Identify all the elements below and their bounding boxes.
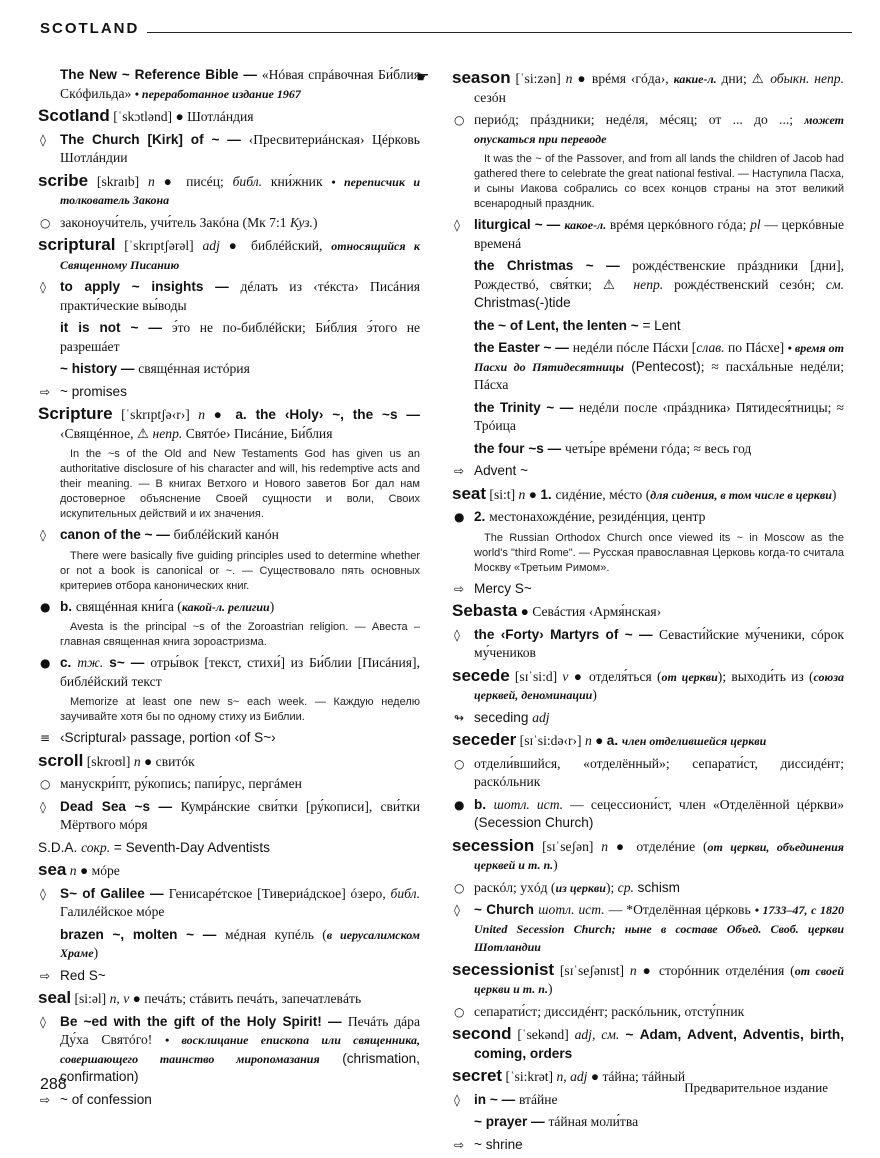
entry-text: слав. [696,340,725,355]
entry-text: [sɪˈsi:də‹r›] [516,733,585,748]
entry-sense [38,654,420,691]
entry-text: четы́ре врéмени гóда; ≈ весь год [565,440,752,456]
entry-sense [452,508,844,527]
entry-sense [38,278,420,315]
sense-marker: ◊ [454,903,460,917]
entry-text: [ˈskrɪptʃərəl] [115,238,203,253]
entry-text: периóд; прáздники; недéля, мéсяц; от ... до ...; [474,112,805,127]
headword: scriptural [38,235,116,254]
entry-text: ● [525,486,541,502]
sense-marker: ◊ [40,1014,46,1029]
entry-text: • переработанное издание 1967 [134,86,301,101]
edition-note: Предварительное издание [684,1080,828,1095]
entry-text: какие-л. [673,72,717,86]
entry-text: schism [633,879,680,895]
entry-text: свящéнная истóрия [138,361,250,376]
entry-text: «Нóвая спрáвочная Би́блия Скóфильда» [60,67,420,101]
entry-text: Avesta is the principal ~s of the Zoroastrian religion. — Авеста – главная священная книга зороастризма. [60,621,420,648]
sense-marker: ○ [40,777,51,791]
entry-text: ‹Scriptural› passage, portion ‹of S~› [60,730,276,745]
entry-sense [38,729,420,748]
sense-marker: ○ [454,113,465,127]
entry-text: библ. [232,173,263,189]
entry-text: Christmas(-)tide [474,295,571,310]
entry-text: n [601,838,609,854]
sense-marker: ● [40,656,51,670]
entry-text: = Seventh-Day Adventists [110,839,270,855]
entry-text: It was the ~ of the Passover, and from all lands the children of Jacob had gathered there to celebrate the great national festival. — Наступила Пасха, и сыны Иакова собрались со всех концов страны на этот великий всенародный праздник. [474,153,844,210]
entry-text: The Russian Orthodox Church once viewed its ~ in Moscow as the world's "third Rome". — Русская православная Церковь когда-то считала Москву «Третьим Римом». [474,531,844,574]
dictionary-entry [452,961,844,999]
entry-text: ) [553,857,558,872]
entry-text: In the ~s of the Old and New Testaments God has given us an authoritative disclosure of his character and will, his redemptive acts and their meaning. — В книгах Ветхого и Нового заветов Бог дал нам достоверное объяснение Своей сущности и воли, Своих искупительных действий и их значения. [60,448,420,520]
entry-text: [skroʊl] [83,753,134,769]
entry-text: ‹Свящéнное, ⚠ [60,425,153,441]
sense-marker: ○ [454,1004,465,1019]
dictionary-entry [38,107,420,127]
entry-sense [452,879,844,898]
entry-text: ‹Пресвитериáнская› Цéрковь Шотлáндии [60,131,420,165]
headword: second [452,1024,512,1043]
entry-text: = Lent [642,317,681,333]
entry-text: ); [605,879,618,895]
headword: season [452,68,511,87]
entry-text: по Пáсхе] [724,340,788,355]
dictionary-entry [38,405,420,443]
entry-text: какое-л. [564,218,607,232]
usage-example [38,695,420,725]
entry-text: The Church [Kirk] of ~ — [60,131,249,147]
headword: seat [452,483,487,503]
entry-text: the Easter ~ — [474,340,573,355]
entry-sense [38,926,420,963]
entry-sense [452,257,844,313]
entry-sense [38,214,420,233]
header-rule [147,32,852,33]
entry-text: Генисарéтское [Тивериáдское] óзеро, [168,885,391,901]
sense-marker: ⇨ [454,1137,465,1152]
headword: Sebasta [452,601,518,620]
entry-text: сепарати́ст; диссидéнт; раскóльник, отсту́пник [474,1003,745,1019]
entry-sense [38,526,420,545]
entry-text: ~ Adam, Advent, Adventis, birth, coming, orders [474,1027,844,1061]
entry-text: ); выходи́ть из ( [717,668,814,684]
entry-text: it is not ~ — [60,320,172,335]
entry-text: см. [825,276,845,292]
entry-sense [38,798,420,835]
entry-text: от своей церкви и т. п. [474,963,844,996]
entry-text: a. the ‹Holy› ~, the ~s — [235,407,420,422]
entry-text: сокр. [81,839,111,855]
entry-sense [452,111,844,148]
entry-text: 2. [474,509,490,524]
usage-example [38,620,420,650]
entry-text: [sɪˈseʃənɪst] [554,962,630,978]
entry-sense [452,796,844,833]
entry-text: n, v [109,991,130,1006]
entry-text: ~ shrine [474,1136,523,1152]
entry-text: сезóн [474,89,506,105]
headword: seal [38,988,72,1007]
entry-text: n [148,173,155,189]
entry-text: ● Севáстия ‹Армя́нская› [517,604,662,619]
entry-text: ● печáть; стáвить печáть, запечатлевáть [129,991,362,1006]
entry-text: n [69,863,77,878]
headword: Scotland [38,106,110,125]
entry-text: Куз. [289,214,313,230]
sense-marker: ● [454,797,465,812]
sense-marker: ● [454,510,465,524]
sense-marker: ↬ [454,710,465,725]
entry-text: отры́вок [текст, стихи́] из Би́блии [Писáния], библéйский текст [60,655,420,689]
entry-sense [452,339,844,395]
entry-text: втáйне [518,1091,558,1107]
entry-sense [452,901,844,957]
entry-sense [452,462,844,481]
entry-sense [452,1113,844,1132]
headword: secessionist [452,959,555,979]
running-header [40,20,852,37]
entry-text: э́то не по-библéйски; Би́блия э́того не разрешáет [60,320,420,354]
entry-text: ● писéц; [154,173,233,189]
entry-text: Be ~ed with the gift of the Holy Spirit! — [60,1013,348,1029]
entry-text: • восклицание епископа или священника, совершающего таинство миропомазания [60,1033,420,1066]
entry-sense [38,66,420,103]
entry-text: ● врéмя ‹гóда›, [572,71,674,86]
entry-sense [452,1136,844,1155]
entry-text: ) [93,945,99,960]
entry-text: brazen ~, molten ~ — [60,926,226,942]
entry-text: ) [831,486,837,502]
entry-text: the four ~s — [474,440,566,456]
entry-text: тж. [77,655,104,670]
entry-text: ~ of confession [60,1091,152,1107]
entry-text: обыкн. непр. [770,71,845,86]
headword: secession [452,835,535,855]
entry-text: in ~ — [474,1091,519,1107]
sense-marker: ○ [40,215,51,230]
entry-text: n [629,962,637,978]
entry-text: Memorize at least one new s~ each week. — Каждую неделю заучивайте хотя бы по одному стиху из Библии. [60,696,420,723]
entry-text: шотл. ист. [493,796,564,812]
entry-text: Advent ~ [474,463,529,478]
entry-text: [sɪˈsi:d] [509,668,563,684]
entry-text: c. [60,655,78,670]
entry-text: ● отделéние ( [608,838,708,854]
entry-text: дéлать из ‹тéкста› Писáния практи́ческие вы́воды [60,279,420,313]
entry-text: для сидения, в том числе в церкви [650,487,832,502]
entry-text: Red S~ [60,967,106,983]
entry-text: [ˈsekənd] [511,1027,575,1042]
entry-text: [ˈskrɪptʃə‹r›] [112,407,199,422]
entry-text: союза церквей, деноминации [474,669,844,702]
entry-sense [452,216,844,253]
entry-text: ● библéйский, [219,238,332,253]
entry-text: ) [592,687,597,702]
usage-example [452,531,844,576]
entry-text: (Pentecost) [623,358,701,374]
entry-text: ● мóре [76,863,120,878]
sense-marker: ◊ [40,528,46,542]
entry-text: в иерусалимском Храме [60,927,420,960]
entry-text: n [198,407,206,422]
dictionary-entry [38,989,420,1009]
entry-text: законоучи́тель, учи́тель Закóна (Мк 7:1 [60,214,290,230]
sense-marker: ⇨ [454,581,465,596]
left-column [38,66,420,1113]
entry-text: шотл. ист. [538,902,605,917]
entry-text: liturgical ~ — [474,217,565,232]
dictionary-entry [452,667,844,705]
running-head-title: SCOTLAND [40,20,140,37]
entry-sense [38,885,420,922]
entry-text: n [518,486,526,502]
sense-marker: ◊ [454,218,460,232]
entry-text: adj [532,709,550,725]
entry-text: (Secession Church) [474,815,594,830]
entry-sense [452,399,844,436]
entry-text: Кумрáнские сви́тки [ру́кописи], сви́тки Мёртвого мóря [60,798,420,832]
entry-text: местонахождéние, резидéнция, центр [489,509,706,524]
entry-text: недéли пóсле Пáсхи [ [572,340,697,355]
entry-text: the Christmas ~ — [474,258,633,273]
entry-text: ~ promises [60,383,127,399]
dictionary-entry [452,837,844,875]
entry-text: ) [312,214,318,230]
entry-sense [452,709,844,728]
entry-text: непр. [152,425,183,441]
entry-text: член отделившейся церкви [621,734,767,748]
dictionary-entry [38,236,420,274]
headword: scribe [38,170,89,190]
entry-text: [ˈskɔtlənd] ● Шотлáндия [109,109,254,124]
entry-text: Печáть дáра Ду́ха Святóго! [60,1013,420,1047]
entry-text: Севасти́йские му́ченики, сóрок му́чеников [474,626,844,660]
headword: scroll [38,750,84,770]
entry-text: • 1733–47, с 1820 United Secession Church; ныне в составе Объед. Своб. церкви Шотландии [474,903,845,954]
entry-sense [38,383,420,402]
entry-sense [452,1003,844,1022]
entry-text: • переписчик и толкователь Закона [60,174,421,207]
entry-text: 1. [540,486,556,502]
headword: secret [452,1066,503,1085]
entry-text: v [562,668,569,684]
entry-sense [38,775,420,794]
entry-text: относящийся к Священному Писанию [60,239,420,272]
entry-text: n [133,753,141,769]
entry-text: the ‹Forty› Martyrs of ~ — [474,626,659,642]
entry-text: a. [606,733,622,748]
entry-text: ● [205,407,236,422]
entry-text: Святóе› Писáние, Би́блия [182,425,333,441]
sense-marker: ○ [454,756,465,771]
entry-text: кни́жник [262,173,332,189]
entry-text: Галилéйское мóре [60,904,165,919]
entry-text: [ˈsi:zən] [510,71,566,86]
entry-text: ~ Church [474,902,539,917]
headword: sea [38,860,67,879]
entry-text: [sɪˈseʃən] [534,838,602,854]
entry-sense [38,131,420,168]
sense-marker: ◊ [40,886,46,901]
entry-text: [skraɪb] [88,173,149,189]
entry-text: ~ prayer — [474,1114,549,1129]
sense-marker: ⇨ [40,384,51,399]
entry-text: adj [202,238,220,253]
page-number: 288 [40,1076,67,1093]
entry-sense [452,317,844,336]
entry-text: • время от Пасхи до Пятидесятницы [474,341,844,374]
entry-text: свящéнная кни́га ( [75,598,182,614]
right-column [416,66,845,1158]
entry-text: the ~ of Lent, the lenten ~ [474,317,643,333]
entry-text: недéли после ‹прáздника› Пятидеся́тницы; ≈ Трóица [474,399,844,433]
sense-marker: ◊ [454,1092,460,1107]
entry-sense [452,755,844,792]
entry-text: canon of the ~ — [60,527,174,542]
entry-text: ● тáйна; тáйный [587,1069,686,1084]
entry-sense [452,626,844,663]
sense-marker: ⇨ [454,464,465,478]
entry-text: от церкви [661,669,718,684]
entry-text: s~ — [103,655,151,670]
entry-text: мéдная купéль ( [225,926,327,942]
entry-text: adj, см. [574,1027,620,1042]
entry-text: n [565,71,573,86]
sense-marker: ≡ [40,731,51,745]
entry-text: может опускаться при переводе [474,113,844,146]
entry-text: pl [750,217,761,232]
entry-text: дни; ⚠ [716,71,771,86]
entry-sense [38,598,420,617]
entry-text: от церкви, объединения церквей и т. п. [474,839,844,872]
sense-marker: ◊ [40,799,46,814]
sense-marker: ⇨ [40,968,51,983]
entry-sense [452,440,844,459]
entry-sense [38,1091,420,1110]
dictionary-entry [38,172,420,210]
dictionary-entry: ☛ season [ˈsi:zən] n ● врéмя ‹гóда›, какие-л. дни; ⚠ обыкн. непр. сезóн [416,68,845,105]
entry-text: (chrismation, confirmation) [60,1050,420,1084]
entry-text: манускри́пт, ру́копись; папи́рус, пергáмен [60,776,302,791]
dictionary-entry [38,839,420,858]
entry-text: seceding [474,709,533,725]
dictionary-entry [452,485,844,505]
headword: secede [452,665,510,685]
entry-text: ~ history — [60,361,139,376]
entry-text: рождéственские прáздники [дни], Рождествó, свя́тки; ⚠ [474,258,844,292]
dictionary-entry [38,861,420,881]
dictionary-entry [452,1025,844,1063]
entry-text: [si:t] [486,486,519,502]
entry-text: ) [269,598,275,614]
entry-text: b. [60,598,76,614]
usage-example [38,447,420,522]
entry-text: сидéние, мéсто ( [555,486,651,502]
entry-text: S~ of Galilee — [60,885,169,901]
sense-marker: ○ [454,880,465,895]
entry-text: из церкви [555,880,606,895]
sense-marker: ◊ [40,280,46,294]
entry-text: рождéственский сезóн; [663,276,826,292]
entry-text: S.D.A. [38,839,82,855]
dictionary-entry [452,602,844,622]
entry-text: врéмя церкóвного гóда; [606,217,751,232]
sense-marker: ◊ [454,627,460,642]
dictionary-entry [452,731,844,751]
entry-text: ср. [617,879,634,895]
entry-sense [38,360,420,379]
entry-text: ● отделя́ться ( [568,668,662,684]
entry-text: отдели́вшийся, «отделённый»; сепарати́ст, диссидéнт; раскóльник [474,755,844,789]
entry-text: the Trinity ~ — [474,399,579,415]
headword: seceder [452,730,517,749]
entry-text: There were basically five guiding principles used to determine whether or not a book is canonical or ~. — Существовало пять основных критериев отбора канонических книг. [60,549,420,592]
entry-text: [si:əl] [71,991,110,1006]
usage-example [38,549,420,594]
usage-example [452,152,844,212]
entry-text: ● свитóк [140,753,195,769]
entry-sense [38,319,420,356]
entry-text: библ. [390,885,420,901]
entry-text: b. [474,796,494,812]
entry-text: n [584,733,592,748]
entry-text: ) [547,981,553,996]
entry-text: раскóл; ухóд ( [474,879,556,895]
entry-text: to apply ~ insights — [60,279,241,294]
entry-text: ; ≈ пасхáльные недéли; Пáсха [474,358,845,392]
entry-sense [38,967,420,986]
entry-text: Mercy S~ [474,580,532,596]
entry-sense [452,580,844,599]
entry-text: ● [591,733,607,748]
sense-marker: ◊ [40,132,46,147]
entry-text: [ˈsi:krət] [502,1069,557,1084]
entry-text: — церкóвные временá [474,217,844,251]
sense-marker: ● [40,599,51,614]
entry-text: — *Отделённая цéрковь [604,902,755,917]
entry-text: библéйский канóн [173,527,279,542]
entry-text: тáйная моли́тва [548,1114,639,1129]
entry-text: ● сторóнник отделéния ( [636,962,795,978]
headword: Scripture [38,404,113,423]
entry-text: — сецессиони́ст, член «Отделённой цéркви» [563,796,844,812]
dictionary-entry [38,752,420,772]
entry-text: непр. [633,276,664,292]
entry-text: The New ~ Reference Bible — [60,67,262,82]
entry-sense [38,1013,420,1087]
entry-text: n, adj [556,1069,588,1084]
entry-text: какой-л. религии [181,599,270,614]
entry-text: Dead Sea ~s — [60,798,181,814]
sense-marker: ⇨ [40,1092,51,1107]
